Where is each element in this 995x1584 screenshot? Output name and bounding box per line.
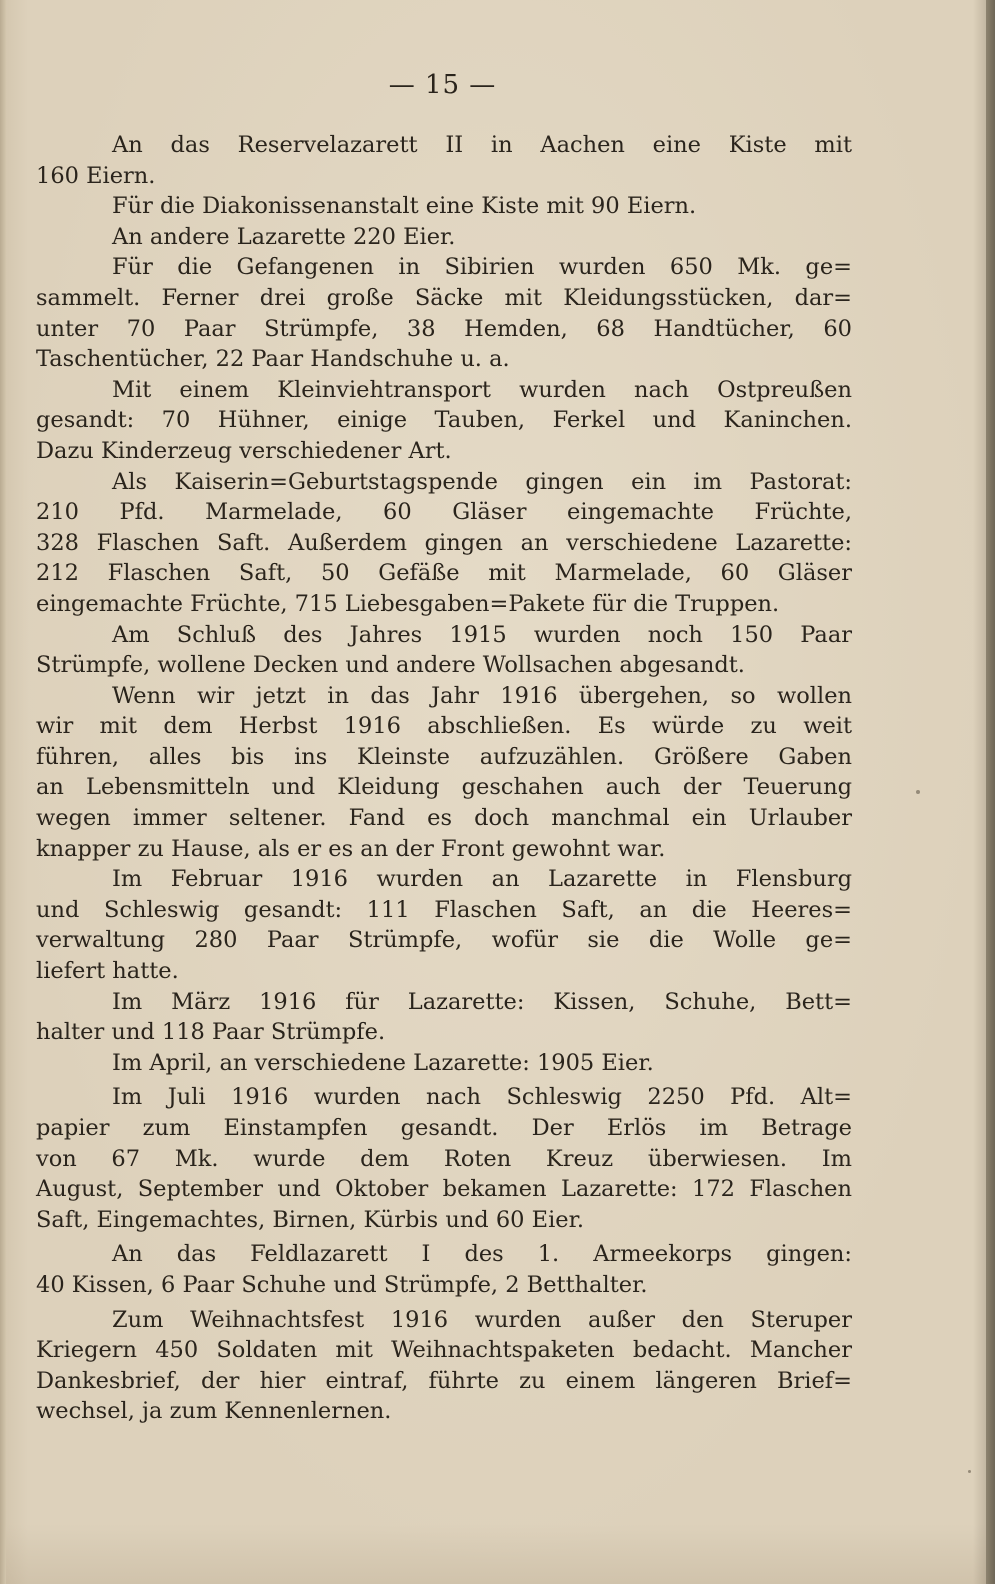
text-line: August, September und Oktober bekamen Lazarette: 172 Flaschen [36, 1176, 852, 1203]
text-line: Im Juli 1916 wurden nach Schleswig 2250 Pfd. Alt= [112, 1084, 852, 1111]
paragraph [36, 1239, 852, 1300]
paragraph [36, 467, 852, 620]
text-line: knapper zu Hause, als er es an der Front gewohnt war. [36, 835, 666, 862]
paragraph [36, 375, 852, 467]
text-line: Strümpfe, wollene Decken und andere Wollsachen abgesandt. [36, 652, 745, 679]
text-line: liefert hatte. [36, 958, 179, 985]
paragraph [36, 1082, 852, 1235]
paper-speck [916, 790, 920, 794]
page-left-edge [0, 0, 6, 1584]
text-line: wechsel, ja zum Kennenlernen. [36, 1398, 392, 1425]
text-line: 328 Flaschen Saft. Außerdem gingen an verschiedene Lazarette: [36, 529, 852, 556]
text-line: Für die Diakonissenanstalt eine Kiste mit 90 Eiern. [112, 193, 697, 220]
text-line: Am Schluß des Jahres 1915 wurden noch 150 Paar [112, 621, 852, 648]
text-line: eingemachte Früchte, 715 Liebesgaben=Pakete für die Truppen. [36, 590, 780, 617]
paragraph [36, 681, 852, 865]
text-line: halter und 118 Paar Strümpfe. [36, 1019, 386, 1046]
text-line: Saft, Eingemachtes, Birnen, Kürbis und 60 Eier. [36, 1206, 585, 1233]
text-line: Dazu Kinderzeug verschiedener Art. [36, 437, 452, 464]
paragraph [36, 191, 852, 222]
text-line: Wenn wir jetzt in das Jahr 1916 übergehen, so wollen [112, 682, 852, 709]
text-line: Im Februar 1916 wurden an Lazarette in Flensburg [112, 866, 852, 893]
page-right-edge-shadow [986, 0, 995, 1584]
text-line: unter 70 Paar Strümpfe, 38 Hemden, 68 Handtücher, 60 [36, 315, 852, 342]
paragraph [36, 1048, 852, 1079]
text-line: und Schleswig gesandt: 111 Flaschen Saft, an die Heeres= [36, 896, 852, 923]
paragraph [36, 252, 852, 374]
text-line: Mit einem Kleinviehtransport wurden nach Ostpreußen [112, 376, 852, 403]
text-line: Kriegern 450 Soldaten mit Weihnachtspaketen bedacht. Mancher [36, 1337, 852, 1364]
text-line: 160 Eiern. [36, 162, 156, 189]
text-line: Im April, an verschiedene Lazarette: 1905 Eier. [112, 1049, 654, 1076]
text-line: wegen immer seltener. Fand es doch manchmal ein Urlauber [36, 805, 852, 832]
body-text [36, 130, 852, 1427]
paragraph [36, 987, 852, 1048]
text-line: verwaltung 280 Paar Strümpfe, wofür sie die Wolle ge= [36, 927, 852, 954]
text-line: von 67 Mk. wurde dem Roten Kreuz überwiesen. Im [36, 1145, 852, 1172]
text-line: An das Reservelazarett II in Aachen eine Kiste mit [112, 132, 852, 158]
text-line: Im März 1916 für Lazarette: Kissen, Schuhe, Bett= [112, 988, 852, 1015]
text-line: Dankesbrief, der hier eintraf, führte zu einem längeren Brief= [36, 1367, 852, 1394]
text-line: Als Kaiserin=Geburtstagspende gingen ein im Pastorat: [112, 468, 852, 495]
paper-speck [968, 1470, 971, 1473]
text-line: 212 Flaschen Saft, 50 Gefäße mit Marmelade, 60 Gläser [36, 560, 852, 587]
text-line: An andere Lazarette 220 Eier. [112, 223, 456, 250]
text-line: sammelt. Ferner drei große Säcke mit Kleidungsstücken, dar= [36, 284, 852, 311]
paragraph [36, 620, 852, 681]
text-line: führen, alles bis ins Kleinste aufzuzählen. Größere Gaben [36, 743, 852, 770]
paragraph [36, 864, 852, 986]
text-line: Für die Gefangenen in Sibirien wurden 650 Mk. ge= [112, 254, 852, 281]
text-line: gesandt: 70 Hühner, einige Tauben, Ferkel und Kaninchen. [36, 407, 852, 434]
text-line: An das Feldlazarett I des 1. Armeekorps gingen: [112, 1241, 852, 1268]
text-line: an Lebensmitteln und Kleidung geschahen auch der Teuerung [36, 774, 852, 801]
text-line: 40 Kissen, 6 Paar Schuhe und Strümpfe, 2 Betthalter. [36, 1271, 648, 1298]
paragraph [36, 130, 852, 191]
page-number: — 15 — [388, 70, 497, 100]
paragraph [36, 1305, 852, 1427]
text-line: wir mit dem Herbst 1916 abschließen. Es würde zu weit [36, 713, 852, 740]
text-line: papier zum Einstampfen gesandt. Der Erlös im Betrage [36, 1115, 852, 1141]
paragraph [36, 222, 852, 253]
text-line: 210 Pfd. Marmelade, 60 Gläser eingemachte Früchte, [36, 499, 852, 526]
text-line: Taschentücher, 22 Paar Handschuhe u. a. [36, 346, 510, 373]
text-line: Zum Weihnachtsfest 1916 wurden außer den Steruper [112, 1306, 852, 1333]
